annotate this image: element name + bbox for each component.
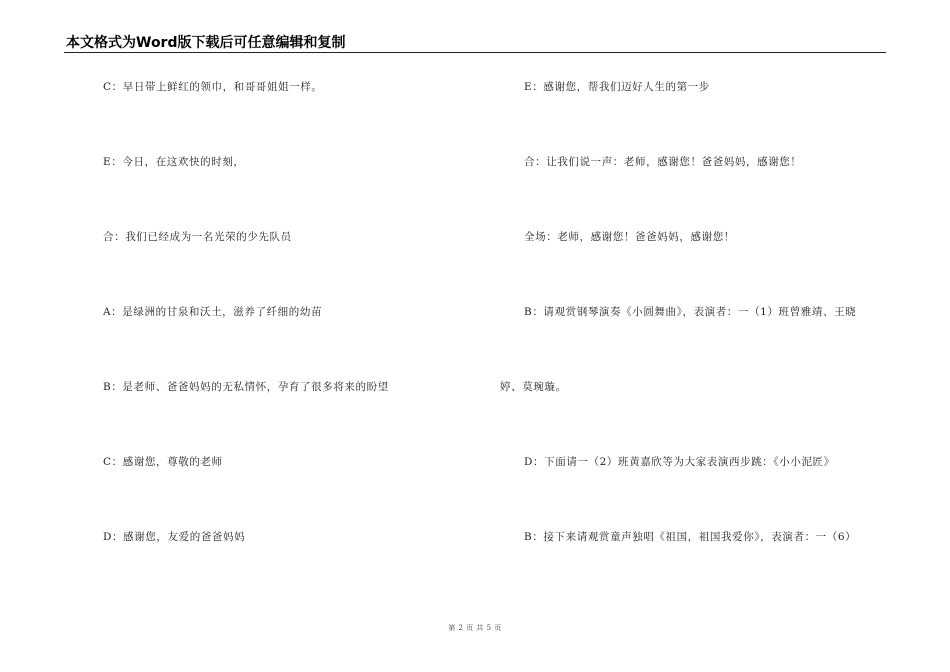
text-line: B：是老师、爸爸妈妈的无私情怀，孕育了很多将来的盼望 [103,381,389,393]
text-line: 合：让我们说一声：老师，感谢您！爸爸妈妈，感谢您！ [524,156,802,168]
text-line: E：感谢您，帮我们迈好人生的第一步 [524,81,710,93]
text-line: A：是绿洲的甘泉和沃土，滋养了纤细的幼苗 [103,306,323,318]
text-line: 合：我们已经成为一名光荣的少先队员 [103,231,292,243]
header-divider [64,52,886,53]
document-header-title: 本文格式为Word版下载后可任意编辑和复制 [66,35,346,51]
text-line: B：请观赏钢琴演奏《小圆舞曲》，表演者：一（1）班曾雅靖、王晓 [524,306,857,318]
text-line: D：下面请一（2）班黄嘉欣等为大家表演西步跳：《小小泥匠》 [524,456,835,468]
text-line: B：接下来请观赏童声独唱《祖国，祖国我爱你》，表演者：一（6） [524,531,857,543]
page-number-footer: 第 2 页 共 5 页 [448,624,502,632]
text-line: C：早日带上鲜红的领巾，和哥哥姐姐一样。 [103,81,323,93]
text-line: E：今日，在这欢快的时刻， [103,156,245,168]
text-line: 婷、莫琬璇。 [500,381,567,393]
text-line: C：感谢您，尊敬的老师 [103,456,223,468]
text-line: D：感谢您，友爱的爸爸妈妈 [103,531,246,543]
text-line: 全场：老师，感谢您！爸爸妈妈，感谢您！ [524,231,735,243]
